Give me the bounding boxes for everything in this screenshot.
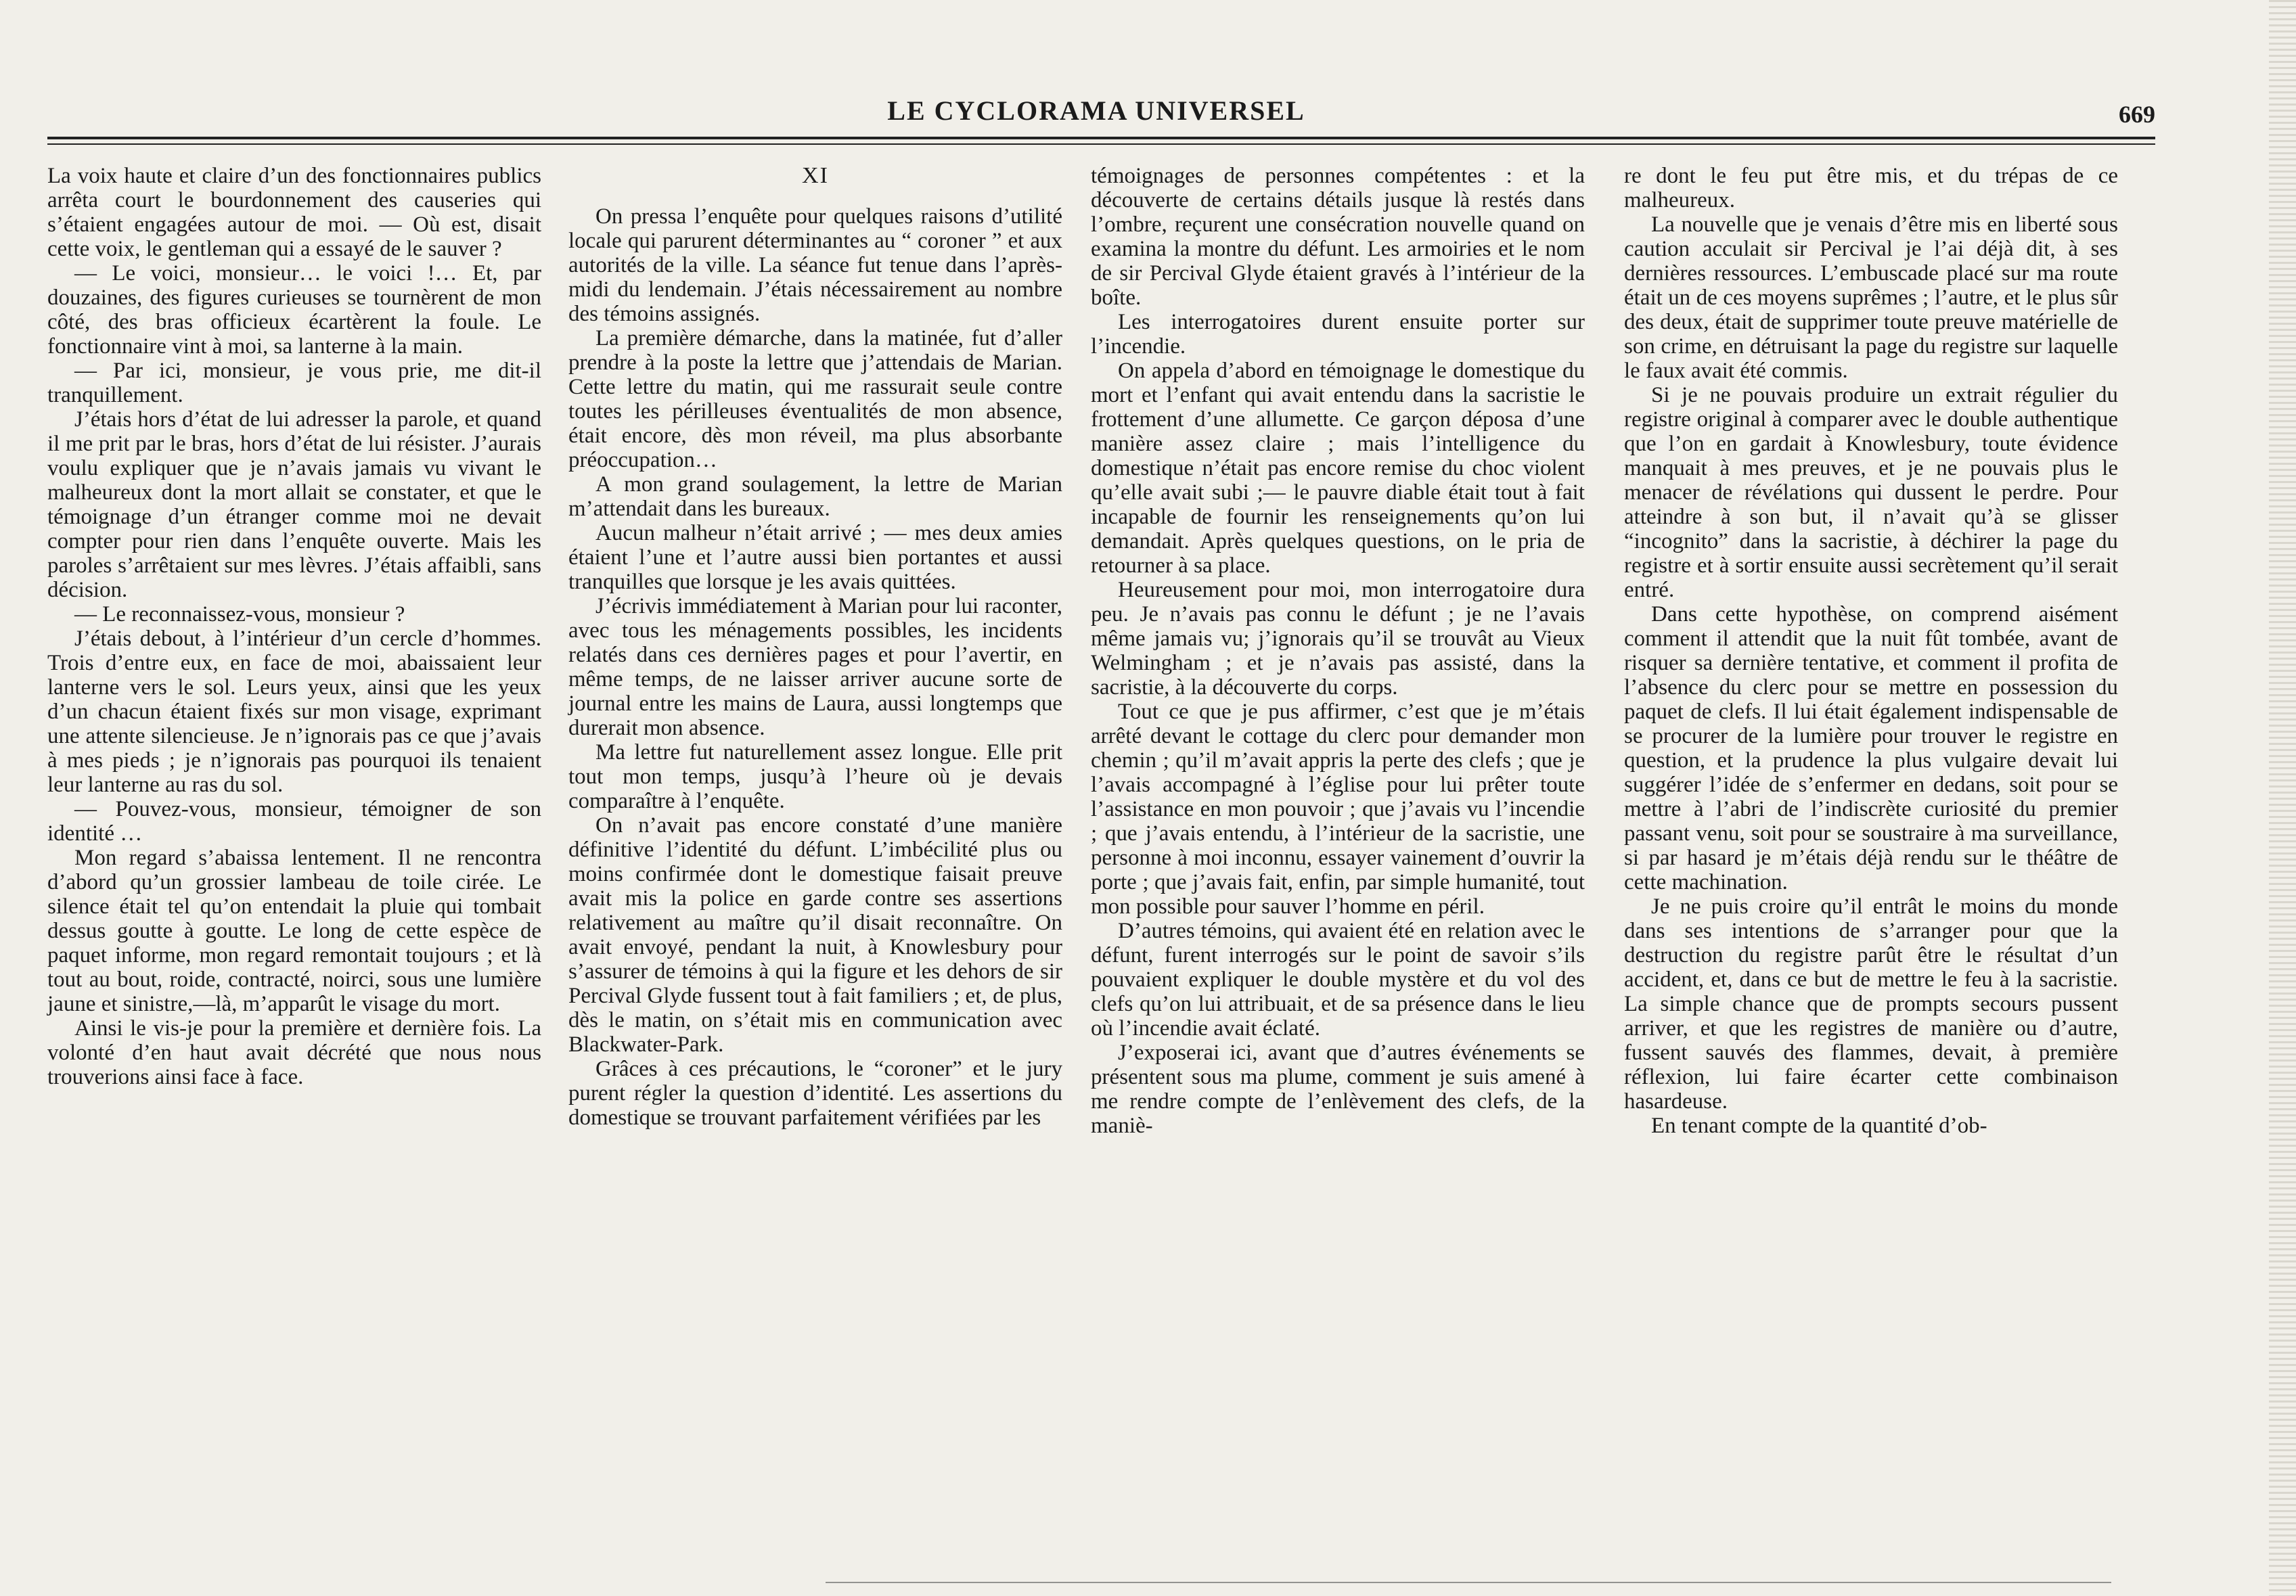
paragraph: Si je ne pouvais produire un extrait régulier du registre original à comparer avec le double authentique que l’on en gardait à Knowlesbury, toute évidence manquait à mes preuves, et je ne pouvais plus le menacer de révélations qui dussent le perdre. Pour atteindre à son but, il n’avait qu’à se glisser “incognito” dans la sacristie, à déchirer la page du registre et à sortir ensuite aussi secrètement qu’il serait entré. <box>1624 383 2118 602</box>
paragraph: J’écrivis immédiatement à Marian pour lui raconter, avec tous les ménagements possibles, les incidents relatés dans ces dernières pages et pour l’avertir, en même temps, de ne laisser arriver aucune sorte de journal entre les mains de Laura, aussi longtemps que durerait mon absence. <box>568 594 1062 740</box>
paragraph: La nouvelle que je venais d’être mis en liberté sous caution acculait sir Percival je l’ai déjà dit, à ses dernières ressources. L’embuscade placé sur ma route était un de ces moyens suprêmes ; l’autre, et le plus sûr des deux, était de supprimer toute preuve matérielle de son crime, en détruisant la page du registre sur laquelle le faux avait été commis. <box>1624 212 2118 383</box>
paragraph: A mon grand soulagement, la lettre de Marian m’attendait dans les bureaux. <box>568 472 1062 521</box>
paragraph: témoignages de personnes compétentes : et la découverte de certains détails jusque là restés dans l’ombre, reçurent une consécration nouvelle quand on examina la montre du défunt. Les armoiries et le nom de sir Percival Glyde étaient gravés à l’intérieur de la boîte. <box>1091 164 1585 310</box>
paragraph: On n’avait pas encore constaté d’une manière définitive l’identité du défunt. L’imbécilité plus ou moins confirmée dont le domestique faisait preuve avait mis la police en garde contre ses assertions relativement au maître qu’il disait reconnaître. On avait envoyé, pendant la nuit, à Knowlesbury pour s’assurer de témoins à qui la figure et les dehors de sir Percival Glyde fussent tout à fait familiers ; et, de plus, dès le matin, on s’était mis en communication avec Blackwater-Park. <box>568 813 1062 1057</box>
paragraph: La voix haute et claire d’un des fonctionnaires publics arrêta court le bourdonnement des causeries qui s’étaient engagées autour de moi. — Où est, disait cette voix, le gentleman qui a essayé de le sauver ? <box>47 164 541 261</box>
paragraph: On pressa l’enquête pour quelques raisons d’utilité locale qui parurent déterminantes au “ coroner ” et aux autorités de la ville. La séance fut tenue dans l’après-midi du lendemain. J’étais nécessairement au nombre des témoins assignés. <box>568 204 1062 326</box>
paragraph: J’étais debout, à l’intérieur d’un cercle d’hommes. Trois d’entre eux, en face de moi, abaissaient leur lanterne vers le sol. Leurs yeux, ainsi que les yeux d’un chacun étaient fixés sur mon visage, exprimant une attente silencieuse. Je n’ignorais pas ce que j’avais à mes pieds ; je n’ignorais pas pourquoi ils tenaient leur lanterne au ras du sol. <box>47 626 541 797</box>
paragraph: J’exposerai ici, avant que d’autres événements se présentent sous ma plume, comment je suis amené à me rendre compte de l’enlèvement des clefs, de la maniè- <box>1091 1041 1585 1138</box>
paragraph: Tout ce que je pus affirmer, c’est que je m’étais arrêté devant le cottage du clerc pour demander mon chemin ; qu’il m’avait appris la perte des clefs ; que je l’avais accompagné à l’église pour lui prêter toute l’assistance en mon pouvoir ; que j’avais vu l’incendie ; que j’avais entendu, à l’intérieur de la sacristie, une personne à moi inconnu, essayer vainement d’ouvrir la porte ; que j’avais fait, enfin, par simple humanité, tout mon possible pour sauver l’homme en péril. <box>1091 700 1585 919</box>
paragraph: — Par ici, monsieur, je vous prie, me dit-il tranquillement. <box>47 359 541 407</box>
page-title: LE CYCLORAMA UNIVERSEL <box>887 95 1305 126</box>
bottom-rule <box>826 1582 2111 1583</box>
page-number: 669 <box>2119 101 2155 128</box>
paragraph: Mon regard s’abaissa lentement. Il ne rencontra d’abord qu’un grossier lambeau de toile cirée. Le silence était tel qu’on entendait la pluie qui tombait dessus goutte à goutte. Le long de cette espèce de paquet informe, mon regard remontait toujours ; et là tout au bout, roide, contracté, noirci, sous une lumière jaune et sinistre,—là, m’apparût le visage du mort. <box>47 846 541 1016</box>
page-header <box>47 88 2155 129</box>
paragraph: On appela d’abord en témoignage le domestique du mort et l’enfant qui avait entendu dans la sacristie le frottement d’une allumette. Ce garçon déposa d’une manière assez claire ; mais l’intelligence du domestique n’était pas encore remise du choc violent qu’elle avait subi ;— le pauvre diable était tout à fait incapable de fournir les renseignements qu’on lui demandait. Après quelques questions, on le pria de retourner à sa place. <box>1091 359 1585 578</box>
column-1 <box>47 164 541 1089</box>
paragraph: — Le voici, monsieur… le voici !… Et, par douzaines, des figures curieuses se tournèrent de mon côté, des bras officieux écartèrent la foule. Le fonctionnaire vint à moi, sa lanterne à la main. <box>47 261 541 359</box>
paragraph: Grâces à ces précautions, le “coroner” et le jury purent régler la question d’identité. Les assertions du domestique se trouvant parfaitement vérifiées par les <box>568 1057 1062 1130</box>
header-rule-thick <box>47 137 2155 139</box>
paragraph: re dont le feu put être mis, et du trépas de ce malheureux. <box>1624 164 2118 212</box>
paragraph: La première démarche, dans la matinée, fut d’aller prendre à la poste la lettre que j’attendais de Marian. Cette lettre du matin, qui me rassurait seule contre toutes les périlleuses éventualités de mon absence, était encore, dès mon réveil, ma plus absorbante préoccupation… <box>568 326 1062 472</box>
column-4 <box>1624 164 2118 1138</box>
paragraph: Dans cette hypothèse, on comprend aisément comment il attendit que la nuit fût tombée, avant de risquer sa dernière tentative, et comment il profita de l’absence du clerc pour se mettre en possession du paquet de clefs. Il lui était également indispensable de se procurer de la lumière pour trouver le registre en question, et la prudence la plus vulgaire devait lui suggérer l’idée de s’enfermer en dedans, soit pour se mettre à l’abri de l’indiscrète curiosité du premier passant venu, soit pour se soustraire à ma surveillance, si par hasard je m’étais déjà rendu sur le théâtre de cette machination. <box>1624 602 2118 894</box>
paragraph: Ainsi le vis-je pour la première et dernière fois. La volonté d’en haut avait décrété que nous nous trouverions ainsi face à face. <box>47 1016 541 1089</box>
paragraph: Aucun malheur n’était arrivé ; — mes deux amies étaient l’une et l’autre aussi bien portantes et aussi tranquilles que lorsque je les avais quittées. <box>568 521 1062 594</box>
paragraph: Heureusement pour moi, mon interrogatoire dura peu. Je n’avais pas connu le défunt ; je ne l’avais même jamais vu; j’ignorais qu’il se trouvât au Vieux Welmingham ; et je n’avais pas assisté, dans la sacristie, à la découverte du corps. <box>1091 578 1585 700</box>
paragraph: J’étais hors d’état de lui adresser la parole, et quand il me prit par le bras, hors d’état de lui résister. J’aurais voulu expliquer que je n’avais jamais vu vivant le malheureux dont la mort allait se constater, et que le témoignage d’un étranger comme moi ne devait compter pour rien dans l’enquête ouverte. Mais les paroles s’arrêtaient sur mes lèvres. J’étais affaibli, sans décision. <box>47 407 541 602</box>
column-2 <box>568 164 1062 1130</box>
header-rule-thin <box>47 143 2155 145</box>
paragraph: — Le reconnaissez-vous, monsieur ? <box>74 602 405 626</box>
paragraph: En tenant compte de la quantité d’ob- <box>1651 1114 1987 1138</box>
paragraph: — Pouvez-vous, monsieur, témoigner de son identité … <box>47 797 541 846</box>
paragraph: Je ne puis croire qu’il entrât le moins du monde dans ses intentions de s’arranger pour que la destruction du registre parût être le résultat d’un accident, et, dans ce but de mettre le feu à la sacristie. La simple chance que de prompts secours pussent arriver, et que les registres de manière ou d’autre, fussent sauvés des flammes, devait, à première réflexion, lui faire écarter cette combinaison hasardeuse. <box>1624 894 2118 1114</box>
paragraph: Ma lettre fut naturellement assez longue. Elle prit tout mon temps, jusqu’à l’heure où je devais comparaître à l’enquête. <box>568 740 1062 813</box>
paragraph: D’autres témoins, qui avaient été en relation avec le défunt, furent interrogés sur le point de savoir s’ils pouvaient expliquer le double mystère et du vol des clefs qu’on lui attribuait, et de sa présence dans le lieu où l’incendie avait éclaté. <box>1091 919 1585 1041</box>
section-heading: XI <box>802 163 829 188</box>
page-edge <box>2269 0 2296 1596</box>
paragraph: Les interrogatoires durent ensuite porter sur l’incendie. <box>1091 310 1585 359</box>
column-3 <box>1091 164 1585 1138</box>
